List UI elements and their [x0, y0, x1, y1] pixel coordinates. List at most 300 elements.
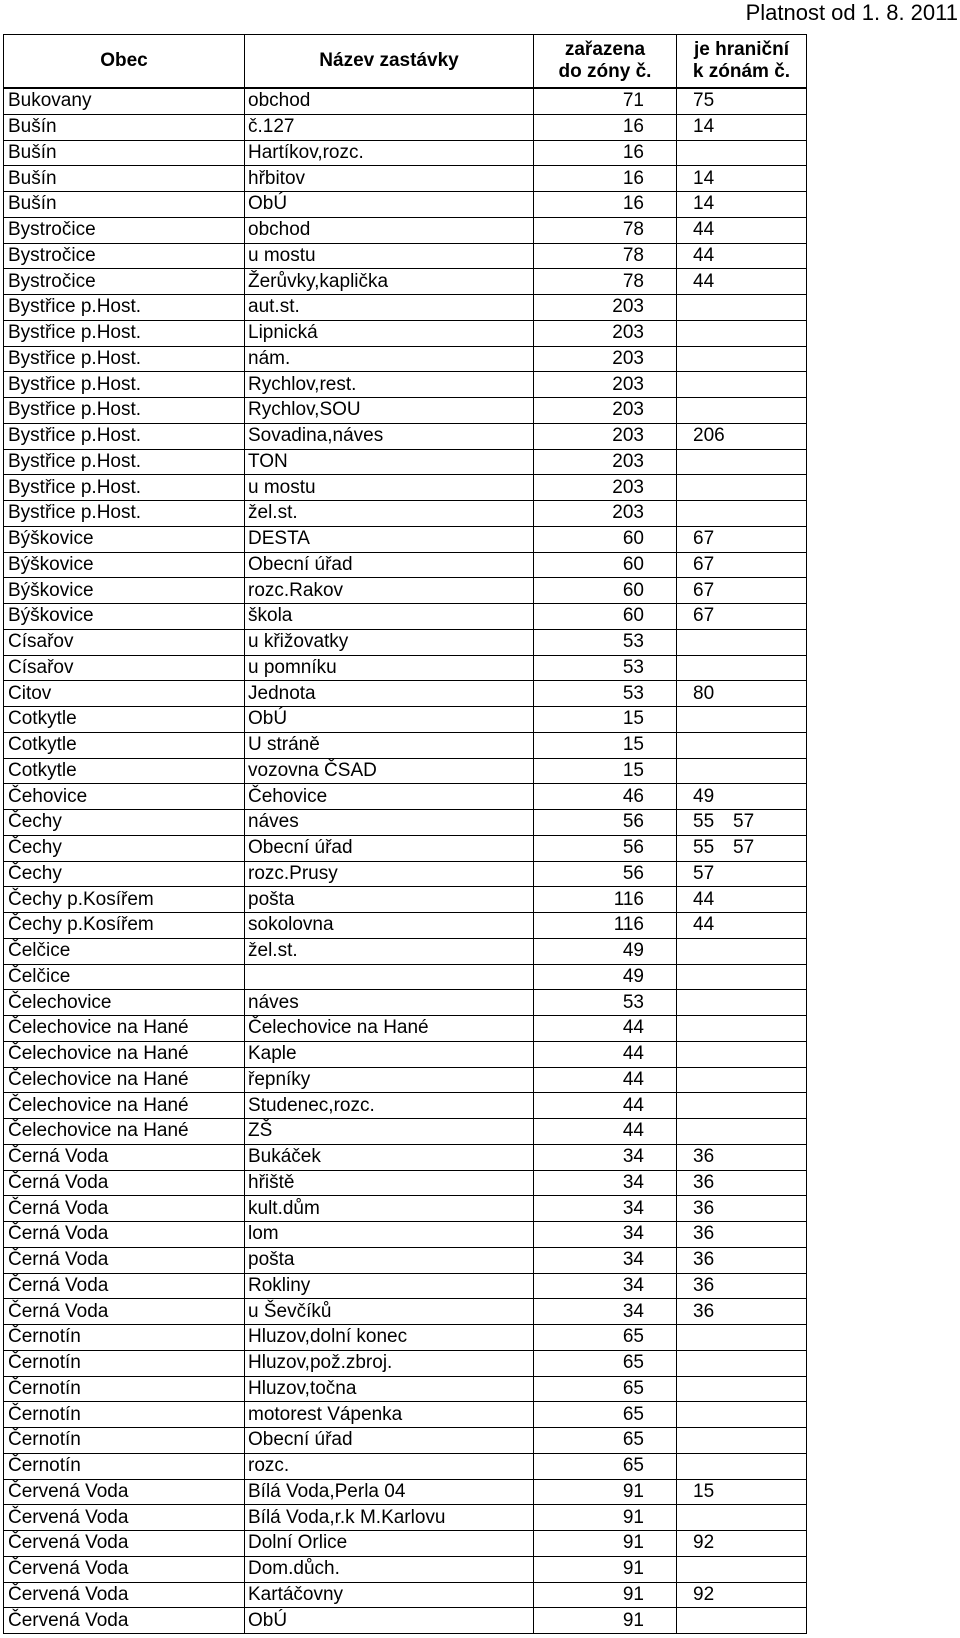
cell-zastavka: Sovadina,náves: [245, 423, 534, 449]
cell-zone: 16: [534, 140, 677, 166]
cell-obec: Červená Voda: [4, 1556, 245, 1582]
cell-zastavka: ZŠ: [245, 1119, 534, 1145]
cell-zone: 203: [534, 501, 677, 527]
cell-obec: Císařov: [4, 629, 245, 655]
border-zone-1: 14: [693, 193, 715, 215]
cell-zastavka: u Ševčíků: [245, 1299, 534, 1325]
cell-zastavka: sokolovna: [245, 913, 534, 939]
cell-obec: Čelčice: [4, 938, 245, 964]
cell-zone: 78: [534, 243, 677, 269]
cell-zastavka: TON: [245, 449, 534, 475]
cell-zone: 34: [534, 1299, 677, 1325]
header-border-line1: je hraniční: [693, 39, 790, 60]
table-row: [4, 1453, 807, 1479]
table-row: [4, 1608, 807, 1634]
cell-zastavka: Obecní úřad: [245, 835, 534, 861]
cell-zastavka: hřiště: [245, 1170, 534, 1196]
cell-obec: Čechy: [4, 810, 245, 836]
cell-zastavka: u mostu: [245, 475, 534, 501]
cell-zastavka: Rokliny: [245, 1273, 534, 1299]
cell-obec: Čelechovice na Hané: [4, 1041, 245, 1067]
cell-zone: 15: [534, 707, 677, 733]
cell-zone: 34: [534, 1196, 677, 1222]
cell-obec: Čechy p.Kosířem: [4, 913, 245, 939]
table-row: [4, 861, 807, 887]
cell-zone: 91: [534, 1608, 677, 1634]
cell-border-zones: [677, 835, 807, 861]
table-row: [4, 1556, 807, 1582]
cell-obec: Bystřice p.Host.: [4, 320, 245, 346]
cell-zone: 44: [534, 1119, 677, 1145]
cell-border-zones: [677, 295, 807, 321]
table-row: [4, 964, 807, 990]
cell-obec: Černá Voda: [4, 1170, 245, 1196]
cell-obec: Bušín: [4, 192, 245, 218]
cell-border-zones: [677, 320, 807, 346]
cell-obec: Černotín: [4, 1376, 245, 1402]
cell-obec: Černá Voda: [4, 1222, 245, 1248]
cell-zone: 44: [534, 1041, 677, 1067]
cell-zone: 53: [534, 629, 677, 655]
table-body: [4, 88, 807, 1634]
cell-zone: 34: [534, 1222, 677, 1248]
cell-zastavka: u křižovatky: [245, 629, 534, 655]
cell-border-zones: [677, 398, 807, 424]
cell-zastavka: DESTA: [245, 526, 534, 552]
cell-border-zones: [677, 913, 807, 939]
cell-border-zones: [677, 475, 807, 501]
cell-border-zones: [677, 346, 807, 372]
table-row: [4, 88, 807, 114]
zone-table: [3, 34, 807, 1634]
table-row: [4, 1531, 807, 1557]
border-zone-1: 36: [693, 1300, 715, 1322]
border-zone-1: 67: [693, 553, 715, 575]
cell-zastavka: žel.st.: [245, 501, 534, 527]
border-zone-2: 57: [733, 837, 755, 859]
cell-zone: 65: [534, 1325, 677, 1351]
cell-obec: Bystřice p.Host.: [4, 423, 245, 449]
table-row: [4, 913, 807, 939]
cell-zone: 60: [534, 526, 677, 552]
cell-border-zones: [677, 1170, 807, 1196]
table-row: [4, 707, 807, 733]
cell-border-zones: [677, 1299, 807, 1325]
cell-obec: Čelechovice na Hané: [4, 1119, 245, 1145]
validity-date: Platnost od 1. 8. 2011: [745, 0, 958, 25]
border-zone-1: 67: [693, 605, 715, 627]
cell-zastavka: Bílá Voda,Perla 04: [245, 1479, 534, 1505]
cell-border-zones: [677, 1608, 807, 1634]
cell-border-zones: [677, 758, 807, 784]
cell-zastavka: pošta: [245, 1247, 534, 1273]
cell-obec: Císařov: [4, 655, 245, 681]
cell-border-zones: [677, 88, 807, 114]
cell-obec: Bystročice: [4, 217, 245, 243]
cell-zastavka: Lipnická: [245, 320, 534, 346]
cell-zastavka: Kartáčovny: [245, 1582, 534, 1608]
cell-zastavka: Čehovice: [245, 784, 534, 810]
cell-border-zones: [677, 1196, 807, 1222]
cell-border-zones: [677, 1479, 807, 1505]
cell-zastavka: Rychlov,SOU: [245, 398, 534, 424]
cell-zone: 46: [534, 784, 677, 810]
cell-border-zones: [677, 1325, 807, 1351]
border-zone-1: 67: [693, 579, 715, 601]
cell-obec: Bušín: [4, 140, 245, 166]
cell-zastavka: náves: [245, 990, 534, 1016]
border-zone-1: 57: [693, 862, 715, 884]
cell-zone: 34: [534, 1170, 677, 1196]
cell-zone: 60: [534, 604, 677, 630]
cell-border-zones: [677, 526, 807, 552]
cell-zastavka: u mostu: [245, 243, 534, 269]
border-zone-1: 44: [693, 244, 715, 266]
cell-obec: Bystročice: [4, 269, 245, 295]
cell-zone: 34: [534, 1144, 677, 1170]
cell-zone: 203: [534, 449, 677, 475]
cell-border-zones: [677, 887, 807, 913]
border-zone-1: 36: [693, 1171, 715, 1193]
cell-zastavka: ObÚ: [245, 1608, 534, 1634]
table-row: [4, 1350, 807, 1376]
table-header-row: [4, 35, 807, 89]
table-row: [4, 114, 807, 140]
table-row: [4, 758, 807, 784]
table-row: [4, 243, 807, 269]
table-row: [4, 887, 807, 913]
cell-obec: Čechy: [4, 861, 245, 887]
cell-obec: Černá Voda: [4, 1247, 245, 1273]
cell-obec: Cotkytle: [4, 707, 245, 733]
cell-border-zones: [677, 1556, 807, 1582]
cell-border-zones: [677, 810, 807, 836]
cell-zone: 44: [534, 1016, 677, 1042]
cell-border-zones: [677, 243, 807, 269]
table-row: [4, 1505, 807, 1531]
border-zone-1: 36: [693, 1249, 715, 1271]
cell-zone: 65: [534, 1428, 677, 1454]
cell-border-zones: [677, 372, 807, 398]
cell-obec: Černá Voda: [4, 1273, 245, 1299]
cell-zone: 16: [534, 166, 677, 192]
header-zone-line1: zařazena: [564, 39, 646, 60]
table-row: [4, 1016, 807, 1042]
cell-obec: Černotín: [4, 1428, 245, 1454]
cell-obec: Červená Voda: [4, 1505, 245, 1531]
cell-obec: Bystřice p.Host.: [4, 449, 245, 475]
cell-obec: Cotkytle: [4, 732, 245, 758]
cell-zone: 16: [534, 114, 677, 140]
cell-obec: Čelechovice na Hané: [4, 1016, 245, 1042]
cell-border-zones: [677, 192, 807, 218]
border-zone-1: 44: [693, 219, 715, 241]
cell-zastavka: Bílá Voda,r.k M.Karlovu: [245, 1505, 534, 1531]
cell-zone: 53: [534, 681, 677, 707]
cell-border-zones: [677, 990, 807, 1016]
cell-zastavka: [245, 964, 534, 990]
cell-zastavka: Čelechovice na Hané: [245, 1016, 534, 1042]
cell-zastavka: ObÚ: [245, 192, 534, 218]
cell-zastavka: u pomníku: [245, 655, 534, 681]
table-row: [4, 732, 807, 758]
table-row: [4, 1196, 807, 1222]
cell-zastavka: Obecní úřad: [245, 1428, 534, 1454]
cell-zone: 56: [534, 861, 677, 887]
cell-zone: 91: [534, 1531, 677, 1557]
border-zone-2: 57: [733, 811, 755, 833]
cell-zone: 65: [534, 1402, 677, 1428]
table-row: [4, 1222, 807, 1248]
cell-obec: Černá Voda: [4, 1299, 245, 1325]
table-row: [4, 346, 807, 372]
table-row: [4, 1067, 807, 1093]
cell-zastavka: obchod: [245, 217, 534, 243]
cell-border-zones: [677, 1247, 807, 1273]
cell-zastavka: hřbitov: [245, 166, 534, 192]
cell-obec: Bystročice: [4, 243, 245, 269]
cell-zastavka: U stráně: [245, 732, 534, 758]
cell-obec: Bystřice p.Host.: [4, 501, 245, 527]
border-zone-1: 92: [693, 1532, 715, 1554]
border-zone-1: 14: [693, 116, 715, 138]
border-zone-1: 36: [693, 1274, 715, 1296]
cell-obec: Býškovice: [4, 604, 245, 630]
cell-border-zones: [677, 501, 807, 527]
cell-zastavka: Dolní Orlice: [245, 1531, 534, 1557]
table-row: [4, 655, 807, 681]
cell-obec: Čelechovice na Hané: [4, 1093, 245, 1119]
cell-border-zones: [677, 1016, 807, 1042]
table-row: [4, 1582, 807, 1608]
cell-obec: Červená Voda: [4, 1479, 245, 1505]
table-row: [4, 1376, 807, 1402]
cell-border-zones: [677, 1505, 807, 1531]
cell-zastavka: Kaple: [245, 1041, 534, 1067]
cell-border-zones: [677, 1119, 807, 1145]
cell-obec: Černá Voda: [4, 1144, 245, 1170]
cell-obec: Čechy: [4, 835, 245, 861]
cell-obec: Cotkytle: [4, 758, 245, 784]
table-row: [4, 398, 807, 424]
cell-obec: Černá Voda: [4, 1196, 245, 1222]
cell-obec: Čelčice: [4, 964, 245, 990]
cell-border-zones: [677, 604, 807, 630]
cell-border-zones: [677, 1376, 807, 1402]
border-zone-1: 36: [693, 1223, 715, 1245]
cell-zastavka: Žerůvky,kaplička: [245, 269, 534, 295]
cell-zone: 78: [534, 217, 677, 243]
table-row: [4, 423, 807, 449]
cell-zone: 71: [534, 88, 677, 114]
border-zone-1: 15: [693, 1480, 715, 1502]
cell-border-zones: [677, 423, 807, 449]
cell-zone: 34: [534, 1273, 677, 1299]
cell-zone: 203: [534, 320, 677, 346]
table-row: [4, 1144, 807, 1170]
cell-zastavka: rozc.Rakov: [245, 578, 534, 604]
table-row: [4, 604, 807, 630]
cell-border-zones: [677, 732, 807, 758]
cell-zastavka: Obecní úřad: [245, 552, 534, 578]
table-row: [4, 1428, 807, 1454]
table-row: [4, 810, 807, 836]
cell-zone: 49: [534, 964, 677, 990]
table-row: [4, 295, 807, 321]
border-zone-1: 49: [693, 785, 715, 807]
cell-obec: Bukovany: [4, 88, 245, 114]
cell-obec: Černotín: [4, 1402, 245, 1428]
cell-zastavka: kult.dům: [245, 1196, 534, 1222]
cell-zone: 203: [534, 398, 677, 424]
cell-zastavka: ObÚ: [245, 707, 534, 733]
cell-border-zones: [677, 1582, 807, 1608]
cell-zastavka: Hartíkov,rozc.: [245, 140, 534, 166]
cell-obec: Býškovice: [4, 552, 245, 578]
table-row: [4, 140, 807, 166]
cell-border-zones: [677, 217, 807, 243]
cell-zastavka: pošta: [245, 887, 534, 913]
border-zone-1: 44: [693, 888, 715, 910]
cell-obec: Bystřice p.Host.: [4, 346, 245, 372]
header-zone: [534, 35, 677, 89]
header-border-line2: k zónám č.: [692, 61, 791, 82]
border-zone-1: 67: [693, 528, 715, 550]
table-row: [4, 990, 807, 1016]
cell-zone: 34: [534, 1247, 677, 1273]
border-zone-1: 44: [693, 914, 715, 936]
cell-obec: Červená Voda: [4, 1608, 245, 1634]
cell-zone: 65: [534, 1376, 677, 1402]
cell-obec: Černotín: [4, 1453, 245, 1479]
cell-obec: Čelechovice na Hané: [4, 1067, 245, 1093]
border-zone-1: 44: [693, 270, 715, 292]
header-zone-line2: do zóny č.: [558, 61, 652, 82]
cell-obec: Bušín: [4, 166, 245, 192]
cell-border-zones: [677, 1041, 807, 1067]
cell-zone: 203: [534, 423, 677, 449]
cell-zastavka: Rychlov,rest.: [245, 372, 534, 398]
cell-zastavka: Dom.důch.: [245, 1556, 534, 1582]
table-row: [4, 526, 807, 552]
header-border: [677, 35, 807, 89]
cell-border-zones: [677, 964, 807, 990]
cell-zastavka: č.127: [245, 114, 534, 140]
cell-zone: 116: [534, 913, 677, 939]
cell-obec: Bušín: [4, 114, 245, 140]
table-row: [4, 1170, 807, 1196]
cell-zastavka: Hluzov,dolní konec: [245, 1325, 534, 1351]
cell-zone: 91: [534, 1479, 677, 1505]
cell-border-zones: [677, 861, 807, 887]
cell-obec: Bystřice p.Host.: [4, 475, 245, 501]
cell-zone: 91: [534, 1582, 677, 1608]
cell-border-zones: [677, 655, 807, 681]
cell-zone: 53: [534, 990, 677, 1016]
cell-zone: 15: [534, 732, 677, 758]
cell-zone: 56: [534, 810, 677, 836]
cell-obec: Červená Voda: [4, 1582, 245, 1608]
cell-border-zones: [677, 784, 807, 810]
cell-zastavka: vozovna ČSAD: [245, 758, 534, 784]
border-zone-1: 206: [693, 425, 725, 447]
cell-zastavka: Hluzov,pož.zbroj.: [245, 1350, 534, 1376]
table-row: [4, 1325, 807, 1351]
table-row: [4, 372, 807, 398]
border-zone-1: 55: [693, 837, 715, 859]
cell-obec: Citov: [4, 681, 245, 707]
cell-obec: Bystřice p.Host.: [4, 398, 245, 424]
border-zone-1: 92: [693, 1583, 715, 1605]
border-zone-1: 55: [693, 811, 715, 833]
cell-zone: 203: [534, 346, 677, 372]
table-row: [4, 681, 807, 707]
cell-zastavka: Jednota: [245, 681, 534, 707]
table-row: [4, 269, 807, 295]
cell-zastavka: náves: [245, 810, 534, 836]
cell-obec: Býškovice: [4, 526, 245, 552]
cell-zastavka: Bukáček: [245, 1144, 534, 1170]
cell-zastavka: motorest Vápenka: [245, 1402, 534, 1428]
cell-zastavka: Studenec,rozc.: [245, 1093, 534, 1119]
cell-border-zones: [677, 1428, 807, 1454]
cell-border-zones: [677, 1350, 807, 1376]
table-row: [4, 1479, 807, 1505]
cell-zone: 44: [534, 1093, 677, 1119]
cell-border-zones: [677, 1093, 807, 1119]
cell-border-zones: [677, 629, 807, 655]
cell-border-zones: [677, 707, 807, 733]
cell-zastavka: rozc.Prusy: [245, 861, 534, 887]
cell-border-zones: [677, 1402, 807, 1428]
header-zastavka: Název zastávky: [245, 35, 534, 89]
cell-zastavka: aut.st.: [245, 295, 534, 321]
table-row: [4, 1119, 807, 1145]
cell-zastavka: nám.: [245, 346, 534, 372]
cell-border-zones: [677, 578, 807, 604]
cell-zone: 65: [534, 1453, 677, 1479]
cell-zone: 91: [534, 1505, 677, 1531]
table-row: [4, 449, 807, 475]
cell-zastavka: obchod: [245, 88, 534, 114]
cell-zone: 44: [534, 1067, 677, 1093]
cell-zastavka: škola: [245, 604, 534, 630]
border-zone-1: 14: [693, 167, 715, 189]
table-row: [4, 1093, 807, 1119]
cell-border-zones: [677, 681, 807, 707]
cell-zastavka: rozc.: [245, 1453, 534, 1479]
border-zone-1: 36: [693, 1197, 715, 1219]
cell-obec: Bystřice p.Host.: [4, 295, 245, 321]
cell-zastavka: Hluzov,točna: [245, 1376, 534, 1402]
table-row: [4, 835, 807, 861]
table-row: [4, 938, 807, 964]
table-row: [4, 552, 807, 578]
cell-zastavka: žel.st.: [245, 938, 534, 964]
cell-obec: Čechy p.Kosířem: [4, 887, 245, 913]
table-row: [4, 192, 807, 218]
border-zone-1: 75: [693, 90, 715, 112]
cell-zastavka: lom: [245, 1222, 534, 1248]
table-row: [4, 1041, 807, 1067]
table-row: [4, 1299, 807, 1325]
cell-border-zones: [677, 140, 807, 166]
zone-table-sheet: [3, 34, 807, 1634]
table-row: [4, 501, 807, 527]
cell-zone: 60: [534, 578, 677, 604]
table-row: [4, 784, 807, 810]
header-obec: Obec: [4, 35, 245, 89]
